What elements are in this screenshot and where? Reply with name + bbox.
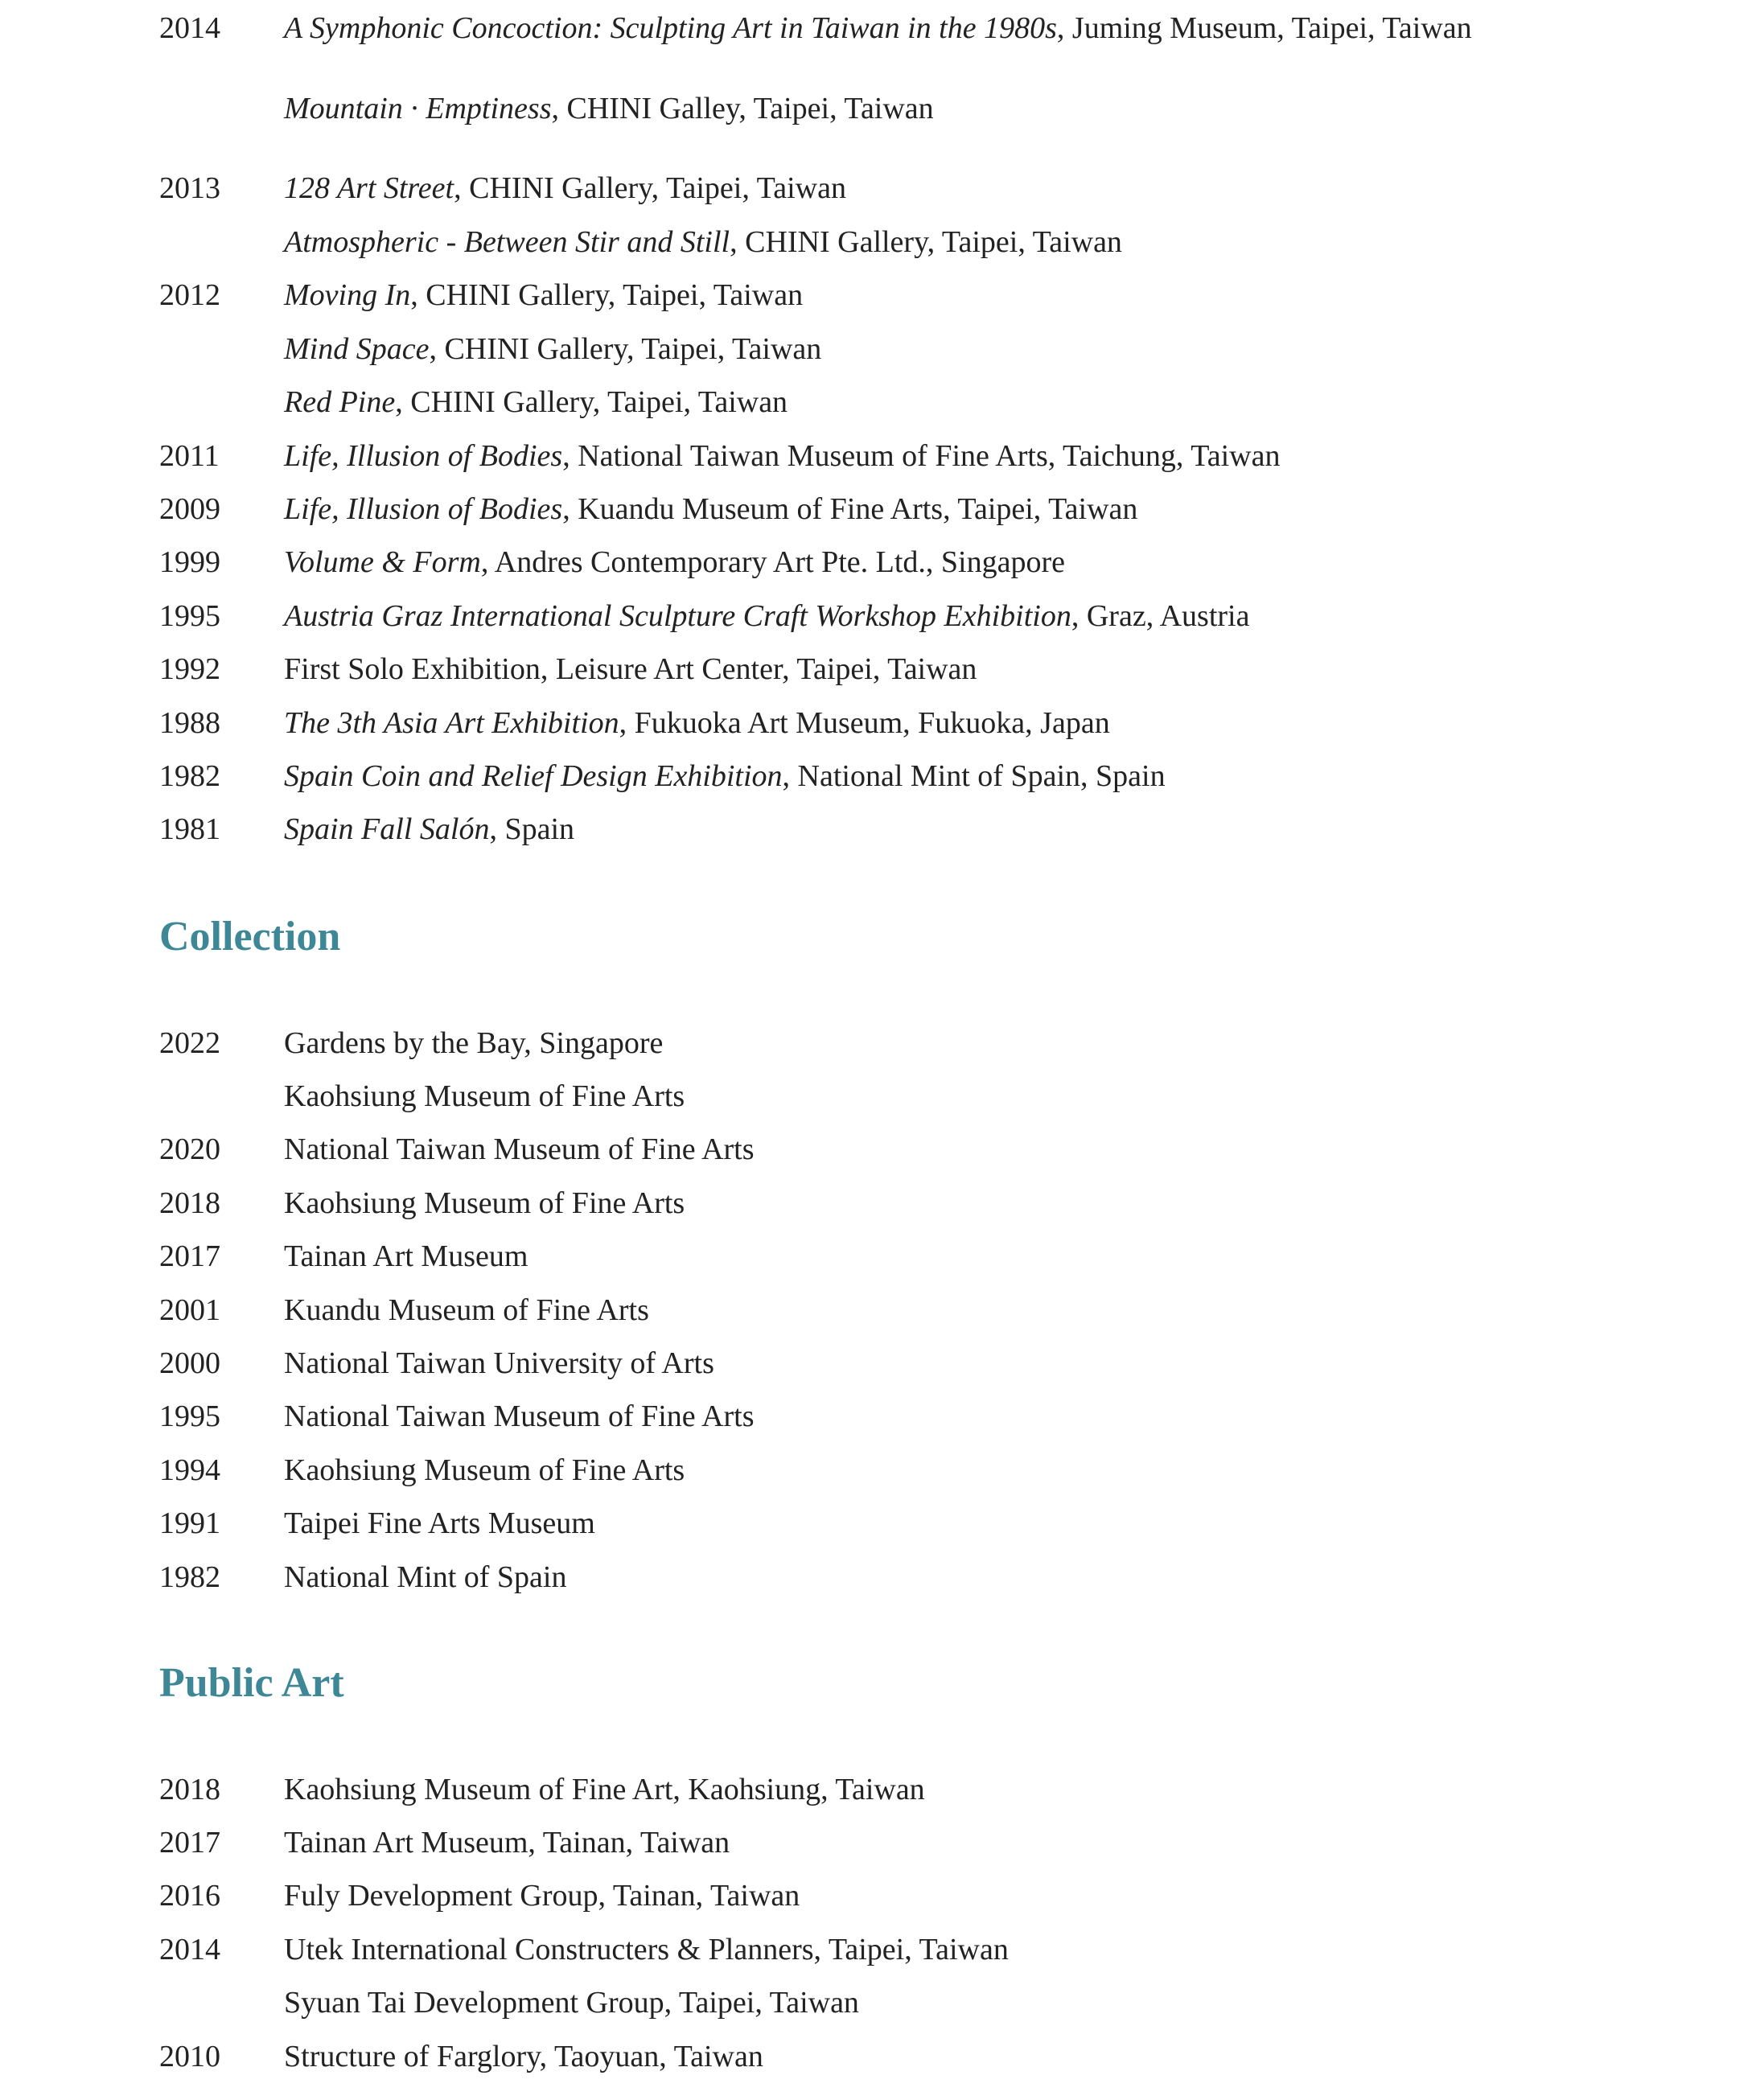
exhibition-venue: , Juming Museum, Taipei, Taiwan [1056,11,1472,45]
entry-text [284,323,821,376]
exhibition-title: A Symphonic Concoction: Sculpting Art in Taiwan in the 1980s [284,11,1057,45]
entry-text [284,483,1137,536]
exhibition-title: Life, Illusion of Bodies [284,492,563,526]
exhibition-venue: , Andres Contemporary Art Pte. Ltd., Singapore [480,545,1065,579]
entry-text: Kaohsiung Museum of Fine Art, Kaohsiung, Taiwan [284,1773,925,1806]
exhibition-title: Red Pine [284,385,396,419]
exhibition-title: Austria Graz International Sculpture Craft Workshop Exhibition [284,599,1071,633]
year: 1992 [159,652,220,686]
year: 2000 [159,1346,220,1380]
entry-text: Taipei Fine Arts Museum [284,1506,595,1540]
entry-text: Syuan Tai Development Group, Taipei, Taiwan [284,1986,859,2020]
year: 2014 [159,11,220,45]
year: 2010 [159,2040,220,2073]
exhibition-title: Mountain · Emptiness [284,92,552,125]
exhibition-title: Spain Coin and Relief Design Exhibition [284,759,783,793]
year: 2020 [159,1132,220,1166]
entry-text [284,750,1166,803]
entry-text: Fuly Development Group, Tainan, Taiwan [284,1879,800,1913]
year: 2017 [159,1239,220,1273]
exhibition-title: Atmospheric - Between Stir and Still [284,225,730,259]
entry-text: Tainan Art Museum, Tainan, Taiwan [284,1826,730,1860]
exhibition-venue: , CHINI Gallery, Taipei, Taiwan [410,278,804,312]
year: 1995 [159,1399,220,1433]
entry-text [284,643,977,696]
exhibition-venue: , CHINI Gallery, Taipei, Taiwan [429,332,822,366]
exhibition-venue: , Graz, Austria [1071,599,1250,633]
exhibition-venue: , National Mint of Spain, Spain [782,759,1166,793]
exhibition-venue: , Fukuoka Art Museum, Fukuoka, Japan [619,706,1110,740]
entry-text: Kuandu Museum of Fine Arts [284,1293,649,1327]
exhibition-title: Spain Fall Salón [284,812,490,846]
year: 1982 [159,759,220,793]
entry-text [284,590,1249,643]
entry-text: National Taiwan University of Arts [284,1346,714,1380]
exhibition-venue: First Solo Exhibition, Leisure Art Center, Taipei, Taiwan [284,652,977,686]
entry-text [284,269,803,322]
year: 2016 [159,1879,220,1913]
entry-text: National Taiwan Museum of Fine Arts [284,1132,755,1166]
entry-text: Gardens by the Bay, Singapore [284,1026,664,1060]
exhibition-title: Volume & Form [284,545,481,579]
year: 2018 [159,1773,220,1806]
year: 2011 [159,439,220,473]
year: 2022 [159,1026,220,1060]
year: 2009 [159,492,220,526]
entry-text: Kaohsiung Museum of Fine Arts [284,1453,685,1487]
year: 1988 [159,706,220,740]
year: 2001 [159,1293,220,1327]
entry-text [284,162,846,215]
entry-text [284,803,574,856]
year: 1981 [159,812,220,846]
exhibition-title: Life, Illusion of Bodies [284,439,563,473]
year: 1999 [159,545,220,579]
exhibition-venue: , CHINI Gallery, Taipei, Taiwan [730,225,1122,259]
entry-text: Kaohsiung Museum of Fine Arts [284,1186,685,1220]
exhibition-venue: , CHINI Gallery, Taipei, Taiwan [395,385,788,419]
year: 1982 [159,1560,220,1594]
year: 2014 [159,1933,220,1966]
entry-text [284,697,1110,750]
exhibition-venue: , CHINI Gallery, Taipei, Taiwan [454,171,846,205]
entry-text: Utek International Constructers & Planners, Taipei, Taiwan [284,1933,1009,1966]
entry-text: Tainan Art Museum [284,1239,528,1273]
year: 1994 [159,1453,220,1487]
exhibition-title: 128 Art Street [284,171,454,205]
exhibition-venue: , Spain [489,812,575,846]
entry-text: National Mint of Spain [284,1560,567,1594]
year: 2012 [159,278,220,312]
year: 2013 [159,171,220,205]
entry-text [284,216,1122,269]
collection-heading: Collection [159,914,341,960]
year: 1991 [159,1506,220,1540]
year: 2017 [159,1826,220,1860]
exhibition-venue: , Kuandu Museum of Fine Arts, Taipei, Taiwan [562,492,1138,526]
entry-text: Structure of Farglory, Taoyuan, Taiwan [284,2040,763,2073]
entry-text [284,2,1472,55]
entry-text: Kaohsiung Museum of Fine Arts [284,1079,685,1113]
exhibition-title: Mind Space [284,332,430,366]
entry-text [284,376,788,429]
entry-text [284,429,1281,483]
public-art-heading: Public Art [159,1660,344,1706]
year: 2018 [159,1186,220,1220]
entry-text [284,82,934,135]
exhibition-title: The 3th Asia Art Exhibition [284,706,619,740]
year: 1995 [159,599,220,633]
exhibition-title: Moving In [284,278,411,312]
exhibition-venue: , National Taiwan Museum of Fine Arts, Taichung, Taiwan [562,439,1281,473]
entry-text [284,536,1065,589]
entry-text: National Taiwan Museum of Fine Arts [284,1399,755,1433]
exhibition-venue: , CHINI Galley, Taipei, Taiwan [551,92,934,125]
